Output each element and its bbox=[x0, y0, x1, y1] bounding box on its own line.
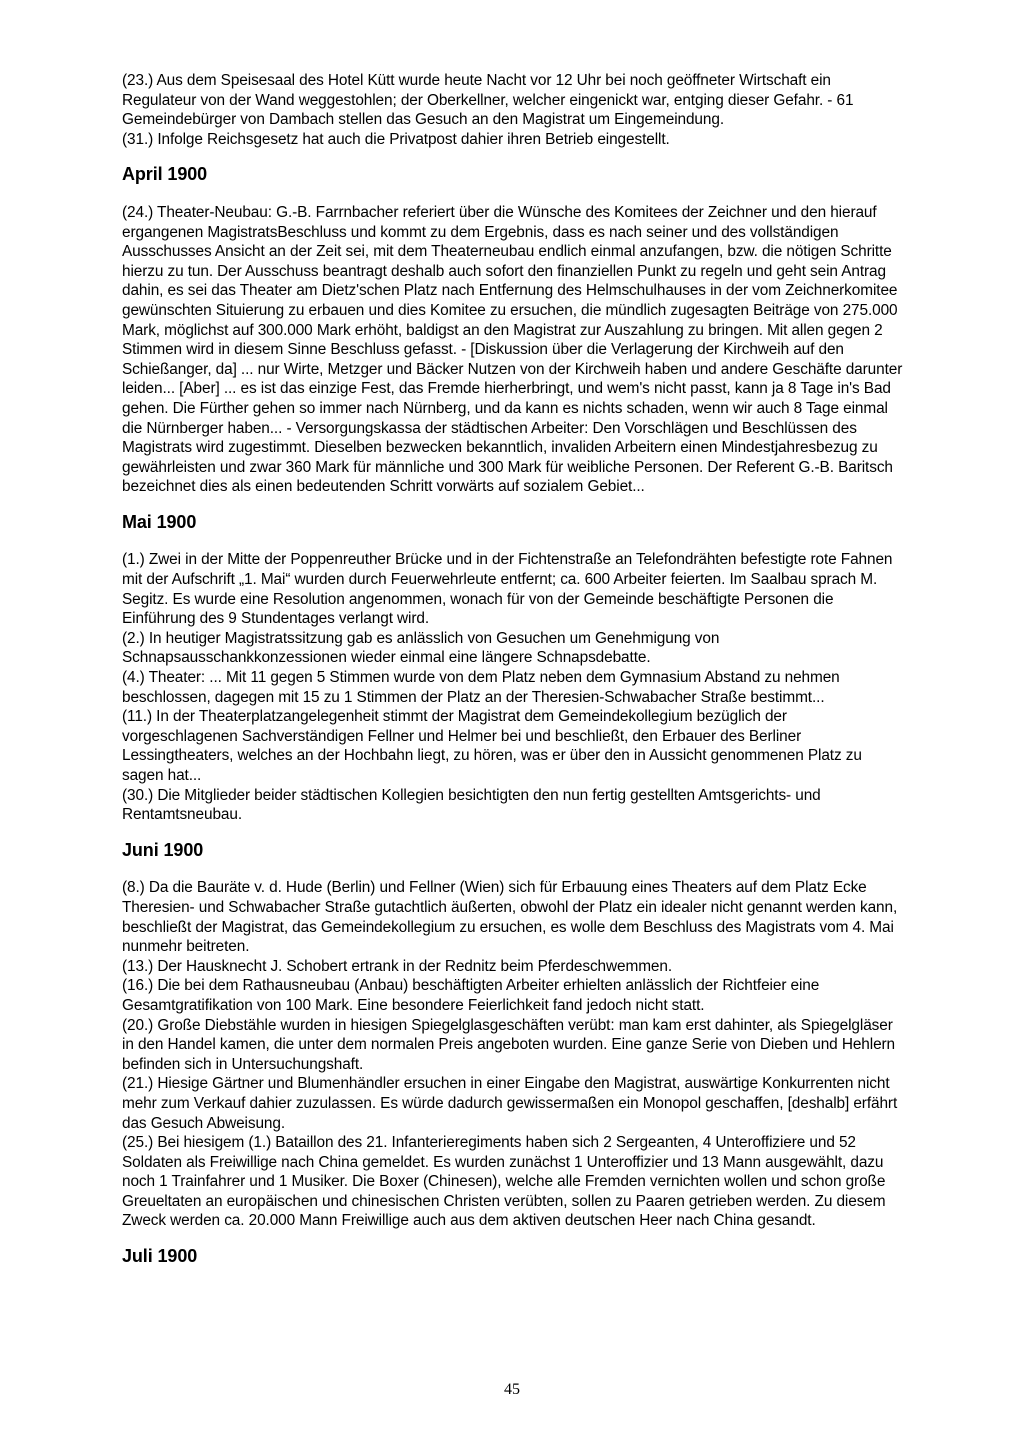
section-juni-1900 bbox=[122, 825, 904, 1231]
section-heading: Juni 1900 bbox=[122, 839, 204, 860]
entry: (16.) Die bei dem Rathausneubau (Anbau) beschäftigten Arbeiter erhielten anlässlich der Richtfeier eine Gesamtgratifikation von 100 Mark. Eine besondere Feierlichkeit fand jedoch nicht statt. bbox=[122, 977, 820, 1014]
page-number: 45 bbox=[504, 1381, 520, 1398]
entry: (30.) Die Mitglieder beider städtischen Kollegien besichtigten den nun fertig gestellten Amtsgerichts- und Rentamtsneubau. bbox=[122, 786, 821, 824]
entry: (25.) Bei hiesigem (1.) Bataillon des 21. Infanterieregiments haben sich 2 Sergeanten, 4 Unteroffiziere und 52 Soldaten als Freiwillige nach China gemeldet. Es wurden zunächst 1 Unteroffizier und 13 Mann ausgewählt, dazu noch 1 Trainfahrer und 1 Musiker. Die Boxer (Chinesen), welche alle Fremden vernichten wollen und schon große Greueltaten an europäischen und chinesischen Christen verübten, sollen zu Paaren getrieben werden. Zu diesem Zweck werden ca. 20.000 Mann Freiwillige auch aus dem aktiven deutschen Heer nach China gesandt. bbox=[122, 1134, 886, 1230]
section-heading: Mai 1900 bbox=[122, 511, 197, 532]
entry: (4.) Theater: ... Mit 11 gegen 5 Stimmen wurde von dem Platz neben dem Gymnasium Abstand zu nehmen beschlossen, dagegen mit 15 zu 1 Stimmen der Platz an der Theresien-Schwabacher Straße bestimmt... bbox=[122, 669, 840, 706]
section-juli-1900 bbox=[122, 1231, 904, 1285]
entry: (24.) Theater-Neubau: G.-B. Farrnbacher referiert über die Wünsche des Komitees der Zeichner und den hierauf ergangenen MagistratsBeschluss und kommt zu dem Ergebnis, dass es nach seiner und des vollständigen Ausschusses Ansicht an der Zeit sei, mit dem Theaterneubau endlich einmal anzufangen, bzw. die nötigen Schritte hierzu zu tun. Der Ausschuss beantragt deshalb auch sofort den finanziellen Punkt zu regeln und geht sein Antrag dahin, es sei das Theater am Dietz'schen Platz nach Entfernung des Helmschulhauses in der vom Zeichnerkomitee gewünschten Situierung zu erbauen und dies Komitee zu ersuchen, die mündlich zugesagten Beiträge von 275.000 Mark, möglichst auf 300.000 Mark erhöht, baldigst an den Magistrat zur Auszahlung zu bringen. Mit allen gegen 2 Stimmen wird in diesem Sinne Beschluss gefasst. - [Diskussion über die Verlagerung der Kirchweih auf den Schießanger, da] ... nur Wirte, Metzger und Bäcker Nutzen von der Kirchweih haben und andere Geschäfte darunter leiden... [Aber] ... es ist das einzige Fest, das Fremde hierherbringt, und wem's nicht passt, kann ja 8 Tage in's Bad gehen. Die Fürther gehen so immer nach Nürnberg, und da kann es nichts schaden, wenn wir auch 8 Tage einmal die Nürnberger haben... - Versorgungskassa der städtischen Arbeiter: Den Vorschlägen und Beschlüssen des Magistrats wird zugestimmt. Dieselben bezwecken bekanntlich, invaliden Arbeitern einen Mindestjahresbezug zu gewährleisten und zwar 360 Mark für männliche und 300 Mark für weibliche Personen. Der Referent G.-B. Baritsch bezeichnet dies als einen bedeutenden Schritt vorwärts auf sozialem Gebiet... bbox=[122, 203, 903, 496]
entry: (23.) Aus dem Speisesaal des Hotel Kütt wurde heute Nacht vor 12 Uhr bei noch geöffneter Wirtschaft ein Regulateur von der Wand weggestohlen; der Oberkellner, welcher eingenickt war, entging dieser Gefahr. - 61 Gemeindebürger von Dambach stellen das Gesuch an den Magistrat um Eingemeindung. bbox=[122, 72, 854, 129]
entry: (21.) Hiesige Gärtner und Blumenhändler ersuchen in einer Eingabe den Magistrat, auswärtige Konkurrenten nicht mehr zum Verkauf dahier zuzulassen. Es würde dadurch gewissermaßen ein Monopol geschaffen, [deshalb] erfährt das Gesuch Abweisung. bbox=[122, 1075, 898, 1132]
entry: (8.) Da die Bauräte v. d. Hude (Berlin) und Fellner (Wien) sich für Erbauung eines Theaters auf dem Platz Ecke Theresien- und Schwabacher Straße gutachtlich äußerten, obwohl der Platz ein idealer nicht genannt werden kann, beschließt der Magistrat, das Gemeindekollegium zu ersuchen, es wolle dem Beschluss des Magistrats vom 4. Mai nunmehr beitreten. bbox=[122, 879, 898, 956]
entry: (31.) Infolge Reichsgesetz hat auch die Privatpost dahier ihren Betrieb eingestellt. bbox=[122, 130, 670, 148]
entry: (20.) Große Diebstähle wurden in hiesigen Spiegelglasgeschäften verübt: man kam erst dahinter, als Spiegelgläser in den Handel kamen, die unter dem normalen Preis angeboten wurden. Eine ganze Serie von Dieben und Hehlern befinden sich in Untersuchungshaft. bbox=[122, 1016, 896, 1073]
page-body bbox=[122, 71, 904, 1285]
section-april-1900 bbox=[122, 149, 904, 497]
section-heading: Juli 1900 bbox=[122, 1246, 198, 1267]
entry: (11.) In der Theaterplatzangelegenheit stimmt der Magistrat dem Gemeindekollegium bezüglich der vorgeschlagenen Sachverständigen Fellner und Helmer bei und beschließt, den Erbauer des Berliner Lessingtheaters, welches an der Hochbahn liegt, zu hören, was er über den in Aussicht genommenen Platz zu sagen hat... bbox=[122, 708, 862, 784]
entry: (13.) Der Hausknecht J. Schobert ertrank in der Rednitz beim Pferdeschwemmen. bbox=[122, 957, 673, 975]
section-mai-1900 bbox=[122, 497, 904, 825]
entry: (1.) Zwei in der Mitte der Poppenreuther Brücke und in der Fichtenstraße an Telefondrähten befestigte rote Fahnen mit der Aufschrift „1. Mai“ wurden durch Feuerwehrleute entfernt; ca. 600 Arbeiter feierten. Im Saalbau sprach M. Segitz. Es wurde eine Resolution angenommen, wonach für von der Gemeinde beschäftigte Personen die Einführung des 9 Stundentages verlangt wird. bbox=[122, 551, 893, 628]
section-heading: April 1900 bbox=[122, 164, 208, 185]
entry: (2.) In heutiger Magistratssitzung gab es anlässlich von Gesuchen um Genehmigung von Schnapsausschankkonzessionen wieder einmal eine längere Schnapsdebatte. bbox=[122, 629, 720, 667]
section-march-continuation bbox=[122, 71, 904, 149]
